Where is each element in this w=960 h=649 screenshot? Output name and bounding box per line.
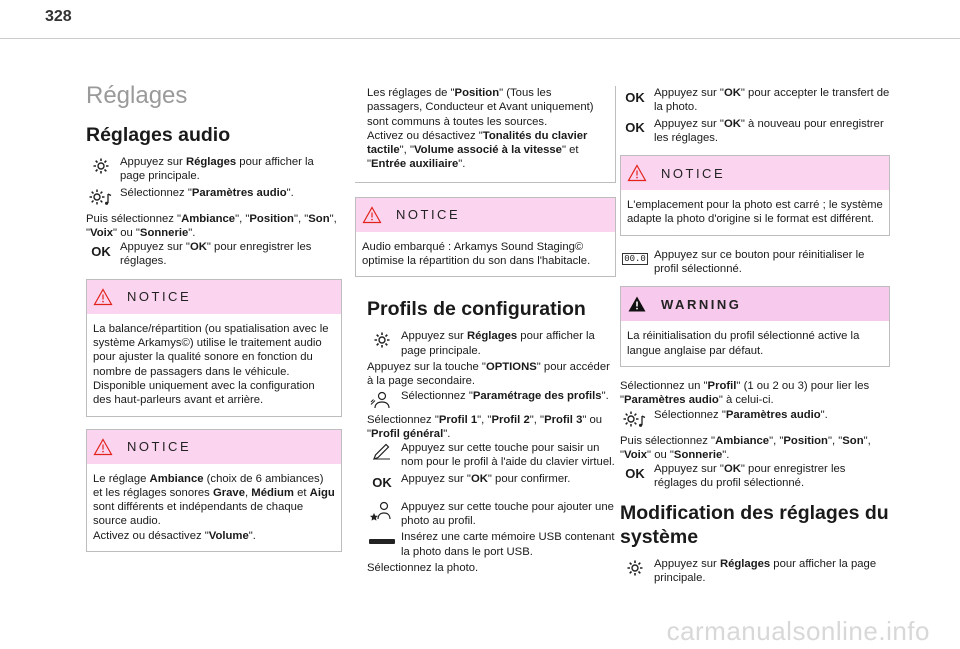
step-settings <box>86 155 342 184</box>
notice-body <box>621 190 889 235</box>
paragraph: Sélectionnez un "Profil" (1 ou 2 ou 3) pour lier les "Paramètres audio" à celui-ci. <box>620 379 870 407</box>
paragraph: Les réglages de "Position" (Tous les passagers, Conducteur et Avant uniquement) sont communs à toutes les sources. <box>367 87 594 128</box>
column-1 <box>86 70 342 564</box>
warning-label: WARNING <box>661 296 742 312</box>
settings-gear-icon <box>369 331 395 349</box>
watermark: carmanualsonline.info <box>666 616 930 646</box>
step-text: Sélectionnez "Paramétrage des profils". <box>401 389 609 402</box>
notice-text: Disponible uniquement avec la configuration des haut-parleurs avant et arrière. <box>93 379 315 407</box>
notice-text: La balance/répartition (ou spatialisation avec le système Arkamys©) utilise le traitement audio pour ajuster la qualité sonore en fonction du nombre de passagers dans le véhicule. <box>93 322 329 378</box>
step-text: Appuyez sur Réglages pour afficher la page principale. <box>401 330 595 357</box>
notice-header <box>87 280 341 314</box>
warning-body <box>621 321 889 366</box>
column-2 <box>355 86 616 575</box>
settings-gear-icon <box>622 559 648 577</box>
profiles-content <box>355 329 616 575</box>
step-text: Appuyez sur Réglages pour afficher la page principale. <box>120 156 314 183</box>
step-usb <box>367 530 616 559</box>
step-reset <box>620 248 890 277</box>
step-ok <box>367 472 616 490</box>
profile-user-icon <box>369 391 395 409</box>
step-profile-settings <box>367 389 616 407</box>
step-text: Appuyez sur ce bouton pour réinitialiser le profil sélectionné. <box>654 248 865 276</box>
paragraph: Puis sélectionnez "Ambiance", "Position", "Son", "Voix" ou "Sonnerie". <box>86 212 337 239</box>
paragraph: Appuyez sur la touche "OPTIONS" pour accéder à la page secondaire. <box>367 360 610 388</box>
notice-label: NOTICE <box>396 207 461 223</box>
notice-box <box>86 429 342 552</box>
notice-label: NOTICE <box>127 289 192 305</box>
warning-box <box>620 286 890 367</box>
ok-button-icon: OK <box>91 243 111 259</box>
notice-text: L'emplacement pour la photo est carré ; le système adapte la photo d'origine si le format est différent. <box>627 199 883 226</box>
paragraph: Activez ou désactivez "Tonalités du clavier tactile", "Volume associé à la vitesse" et "Entrée auxiliaire". <box>367 129 588 171</box>
step-ok-save <box>620 117 890 146</box>
warning-header <box>621 287 889 321</box>
position-info-block <box>355 86 616 183</box>
section-title-system: Modification des réglages du système <box>620 501 889 548</box>
step-settings <box>367 329 616 358</box>
step-text: Appuyez sur "OK" pour confirmer. <box>401 472 571 485</box>
step-add-photo <box>367 500 616 529</box>
header-rule <box>0 38 960 39</box>
section-title-profiles: Profils de configuration <box>367 298 586 321</box>
step-audio-params <box>86 186 342 204</box>
warning-triangle-icon <box>93 288 113 306</box>
notice-box <box>620 155 890 236</box>
paragraph: Sélectionnez "Profil 1", "Profil 2", "Profil 3" ou "Profil général". <box>367 413 603 440</box>
ok-button-icon: OK <box>625 465 645 481</box>
notice-box <box>355 197 616 278</box>
notice-body <box>87 314 341 416</box>
step-text: Appuyez sur cette touche pour saisir un nom pour le profil à l'aide du clavier virtuel. <box>401 442 615 469</box>
step-text: Appuyez sur cette touche pour ajouter une photo au profil. <box>401 500 614 528</box>
paragraph: Sélectionnez la photo. <box>367 561 479 574</box>
step-ok-accept <box>620 86 890 115</box>
notice-header <box>87 430 341 464</box>
page-title: Réglages <box>86 82 188 109</box>
notice-header <box>356 198 615 232</box>
notice-text: Activez ou désactivez "Volume". <box>93 529 256 542</box>
notice-body <box>87 464 341 551</box>
notice-header <box>621 156 889 190</box>
column-3 <box>620 86 890 587</box>
ok-button-icon: OK <box>625 89 645 105</box>
usb-card-icon <box>369 532 395 550</box>
settings-gear-icon <box>88 157 114 175</box>
user-star-icon <box>369 502 395 520</box>
step-ok <box>86 240 342 269</box>
warning-triangle-icon <box>627 164 647 182</box>
ok-button-icon: OK <box>625 120 645 136</box>
reset-button-icon: 00.0 <box>624 253 646 264</box>
step-edit-name <box>367 441 616 470</box>
settings-note-icon <box>622 410 648 428</box>
ok-button-icon: OK <box>372 475 392 491</box>
notice-text: Audio embarqué : Arkamys Sound Staging© optimise la répartition du son dans l'habitacle. <box>362 240 591 268</box>
warning-triangle-icon <box>362 206 382 224</box>
step-audio-params <box>620 408 890 426</box>
step-ok <box>620 462 890 491</box>
notice-text: Le réglage Ambiance (choix de 6 ambiances) et les réglages sonores Grave, Médium et Aigu sont différents et indépendants de chaque source audio. <box>93 472 335 528</box>
notice-box <box>86 279 342 417</box>
step-text: Appuyez sur "OK" à nouveau pour enregistrer les réglages. <box>654 117 884 144</box>
page-number: 328 <box>45 8 72 25</box>
step-text: Appuyez sur "OK" pour enregistrer les réglages du profil sélectionné. <box>654 463 846 490</box>
warning-triangle-icon <box>93 438 113 456</box>
notice-label: NOTICE <box>661 165 726 181</box>
notice-label: NOTICE <box>127 439 192 455</box>
step-text: Appuyez sur Réglages pour afficher la page principale. <box>654 557 877 585</box>
warning-triangle-icon <box>627 295 647 313</box>
step-text: Sélectionnez "Paramètres audio". <box>120 186 294 199</box>
paragraph: Puis sélectionnez "Ambiance", "Position", "Son", "Voix" ou "Sonnerie". <box>620 434 871 461</box>
notice-body <box>356 232 615 277</box>
warning-text: La réinitialisation du profil sélectionné active la langue anglaise par défaut. <box>627 330 860 357</box>
pencil-icon <box>369 443 395 461</box>
step-text: Appuyez sur "OK" pour accepter le transfert de la photo. <box>654 87 890 114</box>
settings-note-icon <box>88 188 114 206</box>
section-title-audio: Réglages audio <box>86 124 231 146</box>
step-settings <box>620 557 890 586</box>
step-text: Sélectionnez "Paramètres audio". <box>654 408 828 421</box>
step-text: Appuyez sur "OK" pour enregistrer les réglages. <box>120 241 312 268</box>
step-text: Insérez une carte mémoire USB contenant la photo dans le port USB. <box>401 531 615 558</box>
